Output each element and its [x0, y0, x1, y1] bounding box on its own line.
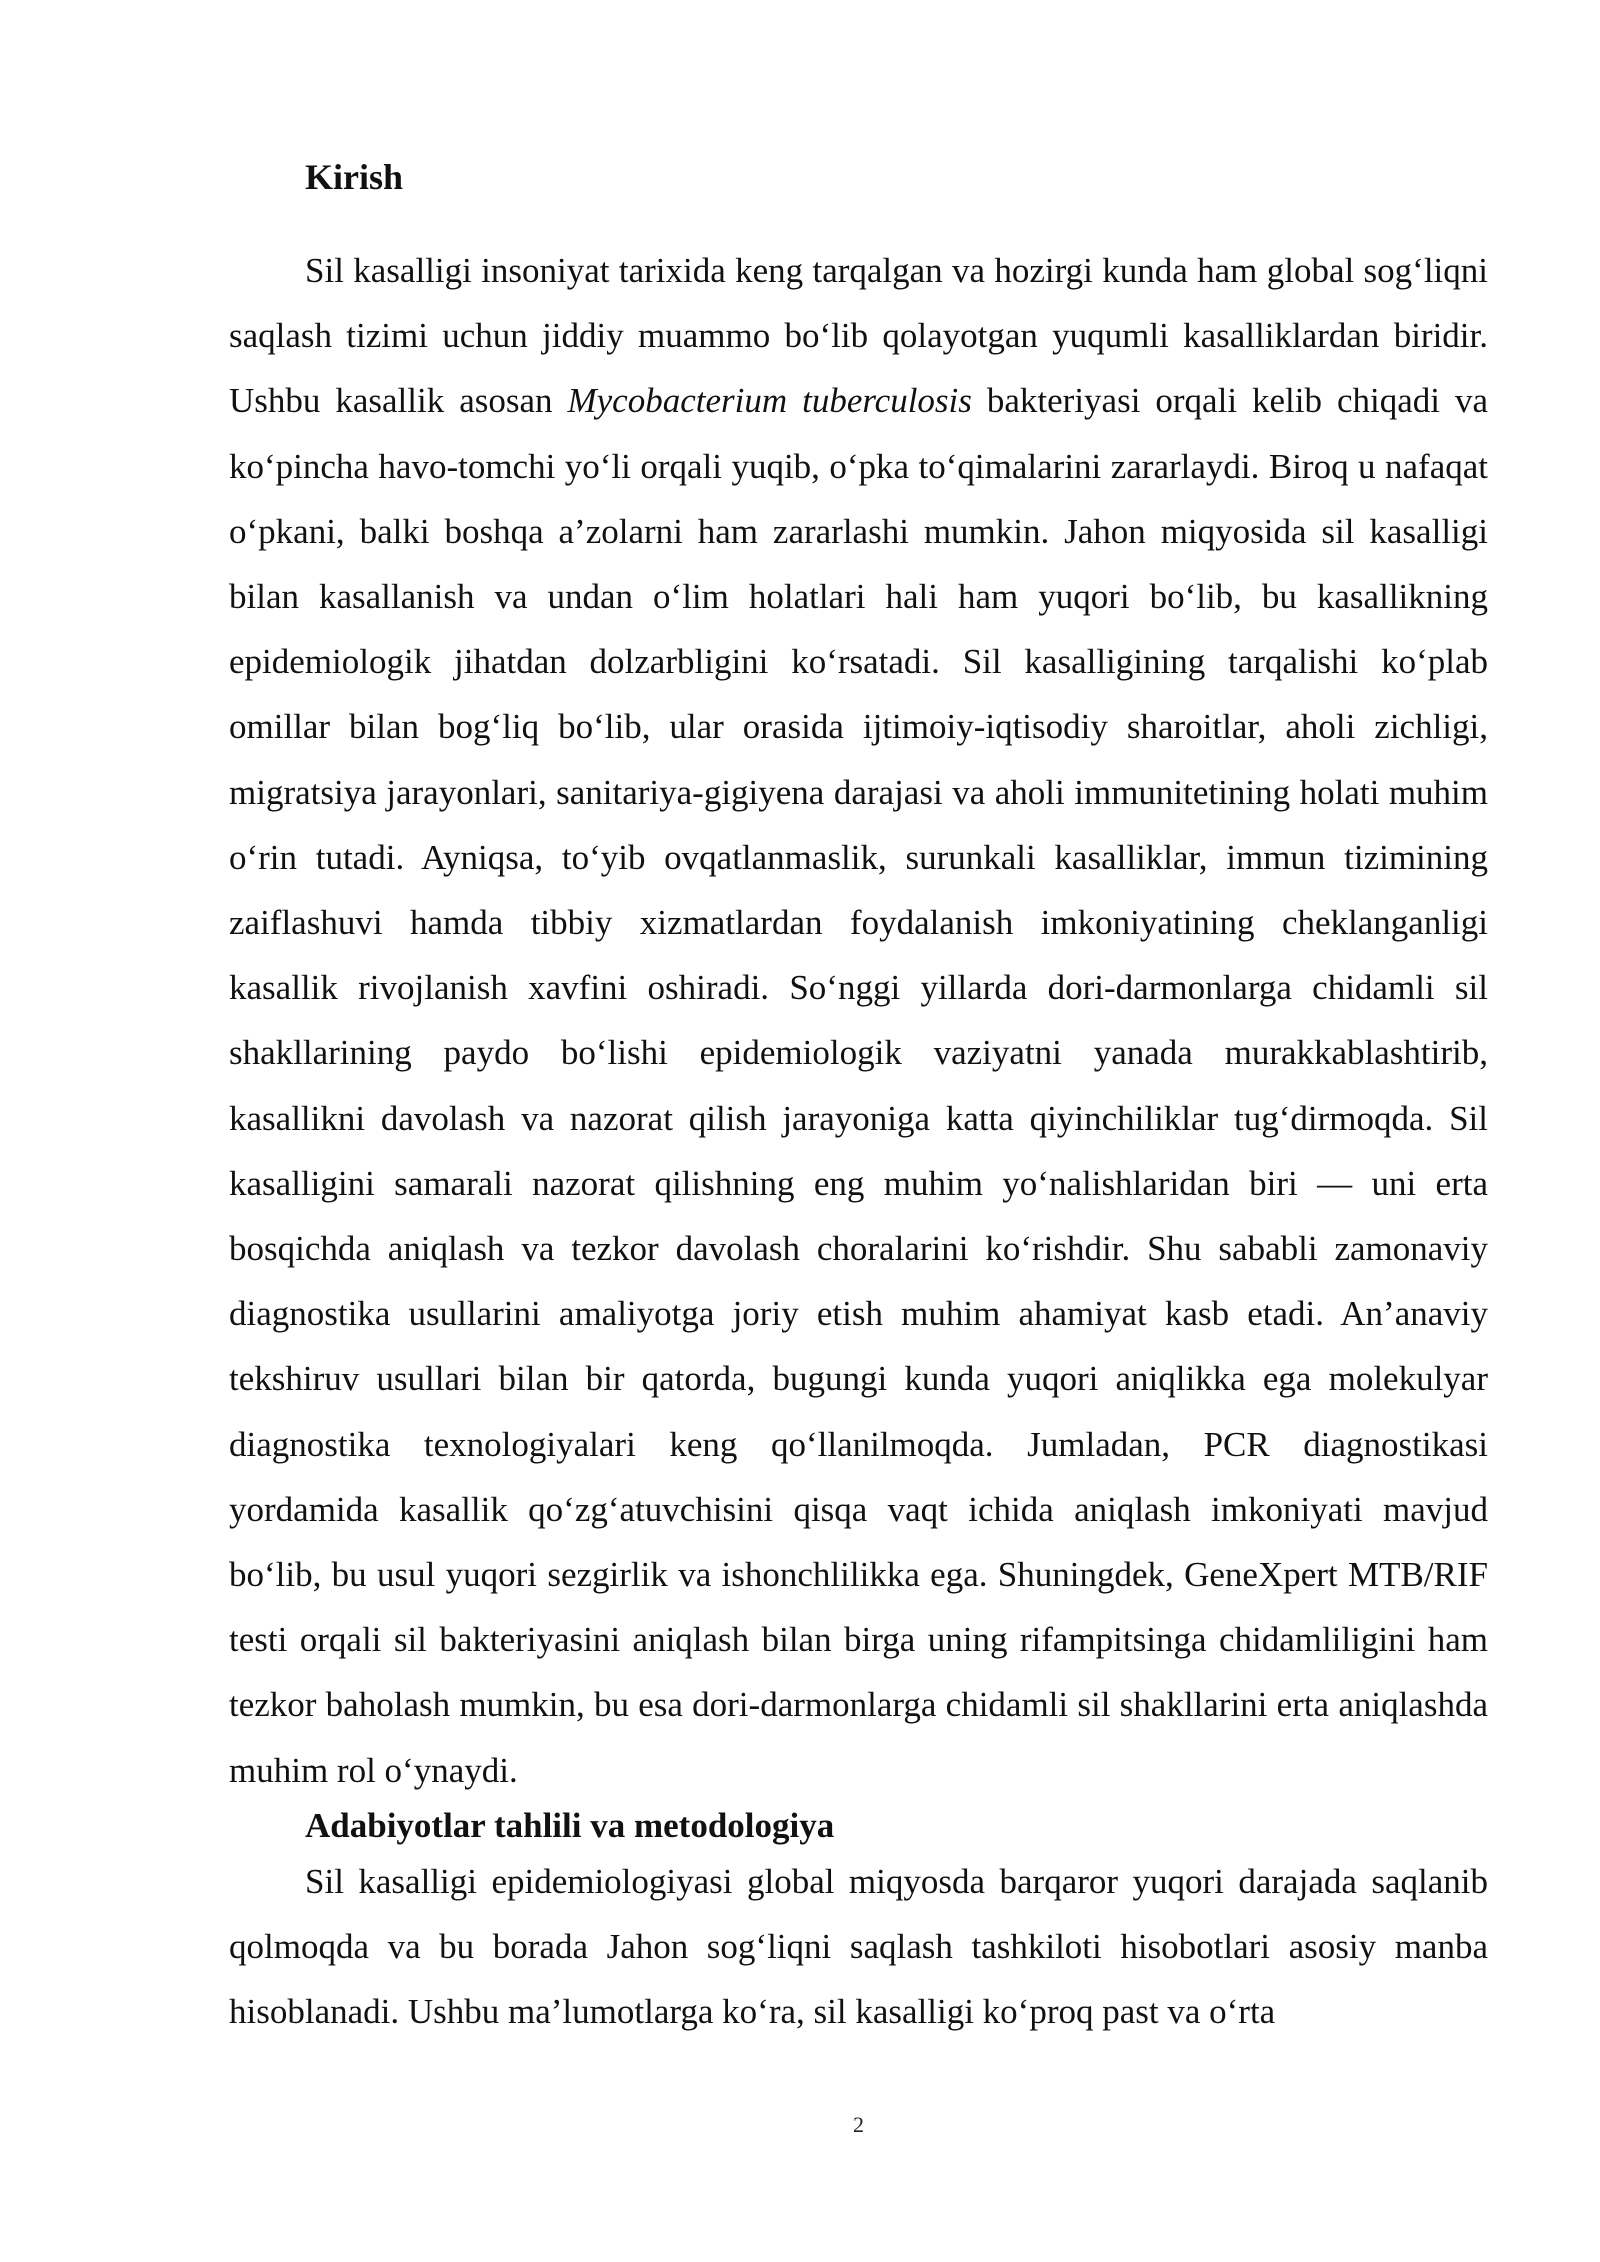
- intro-paragraph: [229, 238, 1488, 1803]
- intro-text-part1: Sil kasalligi insoniyat tarixida keng tarqalgan va hozirgi kunda ham global sog‘liqni saqlash tizimi uchun jiddiy muammo bo‘lib qolayotgan yuqumli kasalliklardan biridir. Ushbu kasallik asosan: [229, 251, 1488, 421]
- intro-text-part2: bakteriyasi orqali kelib chiqadi va ko‘pincha havo-tomchi yo‘li orqali yuqib, o‘pka to‘qimalarini zararlaydi. Biroq u nafaqat o‘pkani, balki boshqa a’zolarni ham zararlashi mumkin. Jahon miqyosida sil kasalligi bilan kasallanish va undan o‘lim holatlari hali ham yuqori bo‘lib, bu kasallikning epidemiologik jihatdan dolzarbligini ko‘rsatadi. Sil kasalligining tarqalishi ko‘plab omillar bilan bog‘liq bo‘lib, ular orasida ijtimoiy-iqtisodiy sharoitlar, aholi zichligi, migratsiya jarayonlari, sanitariya-gigiyena darajasi va aholi immunitetining holati muhim o‘rin tutadi. Ayniqsa, to‘yib ovqatlanmaslik, surunkali kasalliklar, immun tizimining zaiflashuvi hamda tibbiy xizmatlardan foydalanish imkoniyatining cheklanganligi kasallik rivojlanish xavfini oshiradi. So‘nggi yillarda dori-darmonlarga chidamli sil shakllarining paydo bo‘lishi epidemiologik vaziyatni yanada murakkablashtirib, kasallikni davolash va nazorat qilish jarayoniga katta qiyinchiliklar tug‘dirmoqda. Sil kasalligini samarali nazorat qilishning eng muhim yo‘nalishlaridan biri — uni erta bosqichda aniqlash va tezkor davolash choralarini ko‘rishdir. Shu sababli zamonaviy diagnostika usullarini amaliyotga joriy etish muhim ahamiyat kasb etadi. An’anaviy tekshiruv usullari bilan bir qatorda, bugungi kunda yuqori aniqlikka ega molekulyar diagnostika texnologiyalari keng qo‘llanilmoqda. Jumladan, PCR diagnostikasi yordamida kasallik qo‘zg‘atuvchisini qisqa vaqt ichida aniqlash imkoniyati mavjud bo‘lib, bu usul yuqori sezgirlik va ishonchlilikka ega. Shuningdek, GeneXpert MTB/RIF testi orqali sil bakteriyasini aniqlash bilan birga uning rifampitsinga chidamliligini ham tezkor baholash mumkin, bu esa dori-darmonlarga chidamli sil shakllarini erta aniqlashda muhim rol o‘ynaydi.: [229, 381, 1488, 1790]
- literature-paragraph: Sil kasalligi epidemiologiyasi global miqyosda barqaror yuqori darajada saqlanib qolmoqda va bu borada Jahon sog‘liqni saqlash tashkiloti hisobotlari asosiy manba hisoblanadi. Ushbu ma’lumotlarga ko‘ra, sil kasalligi ko‘proq past va o‘rta: [229, 1861, 1488, 2032]
- section-heading-kirish: Kirish: [305, 157, 404, 197]
- species-name-italic: Mycobacterium tuberculosis: [567, 381, 972, 421]
- page-number: 2: [853, 2112, 864, 2137]
- section-heading-literature: Adabiyotlar tahlili va metodologiya: [305, 1805, 835, 1845]
- page-content: [229, 150, 1488, 2044]
